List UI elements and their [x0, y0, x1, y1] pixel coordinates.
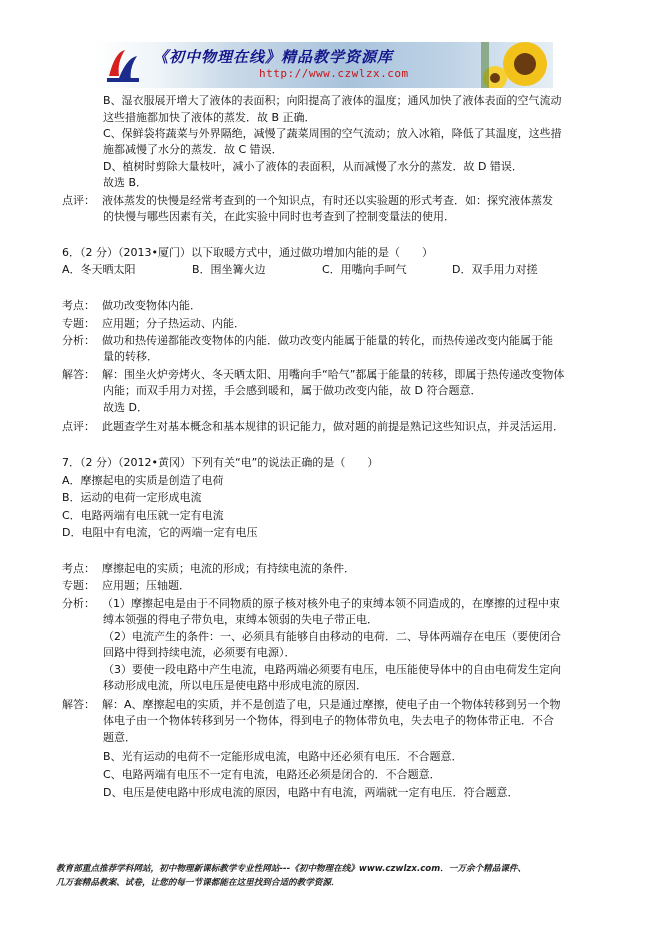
q7-analysis-text: （1）摩擦起电是由于不同物质的原子核对核外电子的束缚本领不同造成的，在摩擦的过程中束 — [102, 597, 560, 610]
q7-point — [62, 561, 355, 577]
q7-analysis-2: 缚本领强的得电子带负电，束缚本领弱的失电子带正电． — [103, 613, 378, 626]
q6-topic-text: 应用题；分子热运动、内能． — [102, 317, 245, 330]
q5-option-c: C、保鲜袋将蔬菜与外界隔绝，减慢了蔬菜周围的空气流动；放入冰箱，降低了其温度，这些措 — [103, 127, 562, 140]
q6-answer-cont: 内能；而双手用力对搓，手会感到暖和，属于做功改变内能，故 D 符合题意． — [103, 384, 482, 397]
q7-option-a: A．摩擦起电的实质是创造了电荷 — [62, 474, 224, 487]
q6-point-text: 做功改变物体内能． — [102, 299, 201, 312]
q5-option-b: B、湿衣服展开增大了液体的表面积；向阳提高了液体的温度；通风加快了液体表面的空气流动 — [103, 94, 562, 107]
q7-analysis — [62, 596, 560, 612]
q5-choose: 故选 B． — [103, 176, 148, 189]
q6-choose: 故选 D． — [103, 401, 148, 414]
q7-answer-5: C、电路两端有电压不一定有电流，电路还必须是闭合的．不合题意． — [103, 768, 441, 781]
analysis-label: 分析： — [62, 334, 95, 347]
q7-option-b: B．运动的电荷一定形成电流 — [62, 491, 202, 504]
q7-answer-6: D、电压是使电路中形成电流的原因，电路中有电流，两端就一定有电压．符合题意． — [103, 786, 519, 799]
q6-review-text: 此题查学生对基本概念和基本规律的识记能力，做对题的前提是熟记这些知识点，并灵活运用． — [102, 420, 564, 433]
q6-option-b: B．围坐篝火边 — [192, 263, 266, 276]
q7-answer-text: 解：A、摩擦起电的实质，并不是创造了电，只是通过摩擦，使电子由一个物体转移到另一个物 — [102, 698, 561, 711]
q7-stem: 7．（2 分）（2012•黄冈）下列有关“电”的说法正确的是（ ） — [62, 456, 379, 469]
q6-options — [62, 262, 537, 278]
q6-answer — [62, 367, 564, 383]
answer-label: 解答： — [62, 698, 95, 711]
q7-analysis-4: 回路中得到持续电流，必须要有电源）． — [103, 646, 296, 659]
q6-option-c: C．用嘴向手呵气 — [322, 263, 407, 276]
footer-line-2: 几万套精品教案、试卷，让您的每一节课都能在这里找到合适的教学资源． — [56, 878, 340, 888]
footer-line-1: 教育部重点推荐学科网站，初中物理新课标教学专业性网站---《初中物理在线》www.czwlzx.com．一万余个精品课件、 — [56, 864, 527, 874]
topic-label: 专题： — [62, 579, 95, 592]
q7-point-text: 摩擦起电的实质；电流的形成；有持续电流的条件． — [102, 562, 355, 575]
q5-review-text: 液体蒸发的快慢是经常考查到的一个知识点，有时还以实验题的形式考查．如：探究液体蒸发 — [102, 194, 553, 207]
q7-analysis-6: 移动形成电流，所以电压是使电路中形成电流的原因． — [103, 679, 367, 692]
header-banner — [95, 42, 553, 88]
q6-analysis — [62, 333, 553, 349]
point-label: 考点： — [62, 299, 95, 312]
q7-topic-text: 应用题；压轴题． — [102, 579, 190, 592]
review-label: 点评： — [62, 420, 95, 433]
q7-answer — [62, 697, 561, 713]
topic-label: 专题： — [62, 317, 95, 330]
q6-review — [62, 419, 564, 435]
q7-answer-2: 体电子由一个物体转移到另一个物体，得到电子的物体带负电，失去电子的物体带正电．不合 — [103, 714, 554, 727]
q6-option-d: D．双手用力对搓 — [452, 263, 538, 276]
analysis-label: 分析： — [62, 597, 95, 610]
point-label: 考点： — [62, 562, 95, 575]
q5-option-c-cont: 施都减慢了水分的蒸发．故 C 错误． — [103, 143, 283, 156]
q6-analysis-cont: 量的转移． — [103, 350, 158, 363]
q7-topic — [62, 578, 190, 594]
q7-answer-4: B、光有运动的电荷不一定能形成电流，电路中还必须有电压．不合题意． — [103, 750, 463, 763]
q5-option-b-cont: 这些措施都加快了液体的蒸发．故 B 正确． — [103, 111, 316, 124]
q5-review — [62, 193, 553, 209]
q6-topic — [62, 316, 245, 332]
banner-url: http://www.czwlzx.com — [259, 67, 409, 80]
q7-analysis-3: （2）电流产生的条件：一、必须具有能够自由移动的电荷．二、导体两端存在电压（要使闭合 — [103, 630, 561, 643]
q5-option-d: D、植树时剪除大量枝叶，减小了液体的表面积，从而减慢了水分的蒸发．故 D 错误． — [103, 160, 523, 173]
banner-title: 《初中物理在线》精品教学资源库 — [153, 48, 394, 66]
q7-analysis-5: （3）要使一段电路中产生电流，电路两端必须要有电压，电压能使导体中的自由电荷发生定向 — [103, 663, 561, 676]
q6-point — [62, 298, 201, 314]
sunflower-icon — [481, 42, 553, 88]
review-label: 点评： — [62, 194, 95, 207]
page-footer — [56, 862, 616, 890]
logo-icon — [103, 46, 143, 86]
q7-option-d: D．电阻中有电流，它的两端一定有电压 — [62, 526, 258, 539]
q7-option-c: C．电路两端有电压就一定有电流 — [62, 509, 224, 522]
answer-label: 解答： — [62, 368, 95, 381]
q6-stem: 6．（2 分）（2013•厦门）以下取暖方式中，通过做功增加内能的是（ ） — [62, 246, 433, 259]
q6-analysis-text: 做功和热传递都能改变物体的内能．做功改变内能属于能量的转化，而热传递改变内能属于能 — [102, 334, 553, 347]
q7-answer-3: 题意． — [103, 731, 136, 744]
q6-answer-text: 解：围坐火炉旁烤火、冬天晒太阳、用嘴向手“哈气”都属于能量的转移，即属于热传递改变物体 — [102, 368, 565, 381]
q5-review-cont: 的快慢与哪些因素有关，在此实验中同时也考查到了控制变量法的使用． — [103, 210, 455, 223]
q6-option-a: A．冬天晒太阳 — [62, 263, 136, 276]
